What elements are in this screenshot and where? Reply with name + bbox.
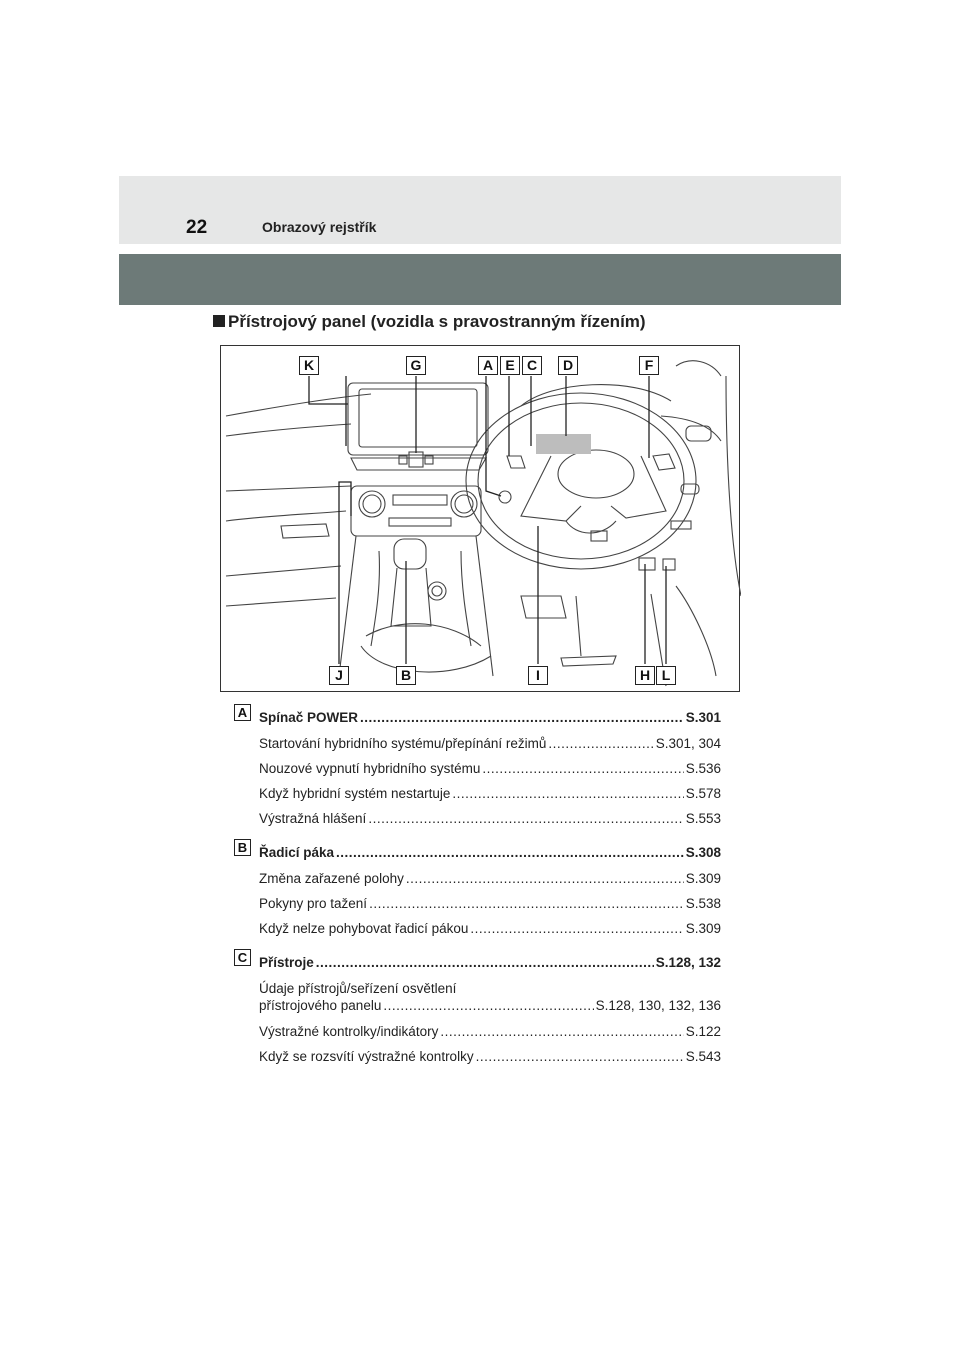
section-heading	[213, 312, 646, 332]
entry-page: S.128, 130, 132, 136	[595, 998, 721, 1013]
dashboard-drawing	[221, 346, 741, 693]
entry-label: Startování hybridního systému/přepínání režimů	[259, 736, 547, 751]
entry-label: Výstražné kontrolky/indikátory	[259, 1024, 439, 1039]
entry-page: S.538	[685, 896, 721, 911]
entry-label-line: Údaje přístrojů/seřízení osvětlení	[259, 981, 457, 996]
callout-f: F	[639, 356, 659, 375]
entry-page: S.553	[685, 811, 721, 826]
index-entry	[259, 871, 721, 886]
index-entry	[259, 845, 721, 860]
page-number: 22	[186, 217, 208, 238]
index-entry	[259, 896, 721, 911]
dashboard-illustration	[220, 345, 740, 692]
index-entry	[259, 736, 721, 751]
square-bullet-icon	[213, 315, 225, 327]
callout-k: K	[299, 356, 319, 375]
index-entry	[259, 761, 721, 776]
callout-i: I	[528, 666, 548, 685]
entry-label: Řadicí páka	[259, 845, 335, 860]
section-band	[119, 254, 841, 305]
index-entry	[259, 1024, 721, 1039]
section-heading-text: Přístrojový panel (vozidla s pravostranným řízením)	[228, 312, 646, 331]
entry-label: Když se rozsvítí výstražné kontrolky	[259, 1049, 474, 1064]
page-title: Obrazový rejstřík	[262, 219, 377, 235]
index-entry	[259, 710, 721, 725]
callout-a: A	[478, 356, 498, 375]
callout-c: C	[522, 356, 542, 375]
index-entry	[259, 811, 721, 826]
entry-label: přístrojového panelu	[259, 998, 382, 1013]
callout-g: G	[406, 356, 426, 375]
group-letter-a: A	[234, 704, 251, 721]
entry-label: Nouzové vypnutí hybridního systému	[259, 761, 481, 776]
index-entry	[259, 786, 721, 801]
entry-page: S.128, 132	[655, 955, 721, 970]
group-letter-c: C	[234, 949, 251, 966]
callout-e: E	[500, 356, 520, 375]
entry-label: Když nelze pohybovat řadicí pákou	[259, 921, 469, 936]
entry-page: S.301, 304	[655, 736, 721, 751]
entry-label: Změna zařazené polohy	[259, 871, 404, 886]
index-entry	[259, 921, 721, 936]
entry-label: Pokyny pro tažení	[259, 896, 368, 911]
callout-d: D	[558, 356, 578, 375]
callout-l: L	[656, 666, 676, 685]
entry-label: Přístroje	[259, 955, 314, 970]
entry-page: S.578	[685, 786, 721, 801]
index-entry	[259, 955, 721, 970]
entry-page: S.309	[685, 921, 721, 936]
entry-page: S.536	[685, 761, 721, 776]
entry-page: S.309	[685, 871, 721, 886]
group-letter-b: B	[234, 839, 251, 856]
entry-label: Spínač POWER	[259, 710, 359, 725]
entry-page: S.308	[685, 845, 721, 860]
entry-page: S.122	[685, 1024, 721, 1039]
callout-j: J	[329, 666, 349, 685]
header-band	[119, 176, 841, 244]
entry-label: Výstražná hlášení	[259, 811, 367, 826]
index-entry	[259, 1049, 721, 1064]
callout-b: B	[396, 666, 416, 685]
entry-page: S.301	[685, 710, 721, 725]
callout-h: H	[635, 666, 655, 685]
entry-page: S.543	[685, 1049, 721, 1064]
index-entry	[259, 998, 721, 1013]
entry-label: Když hybridní systém nestartuje	[259, 786, 451, 801]
